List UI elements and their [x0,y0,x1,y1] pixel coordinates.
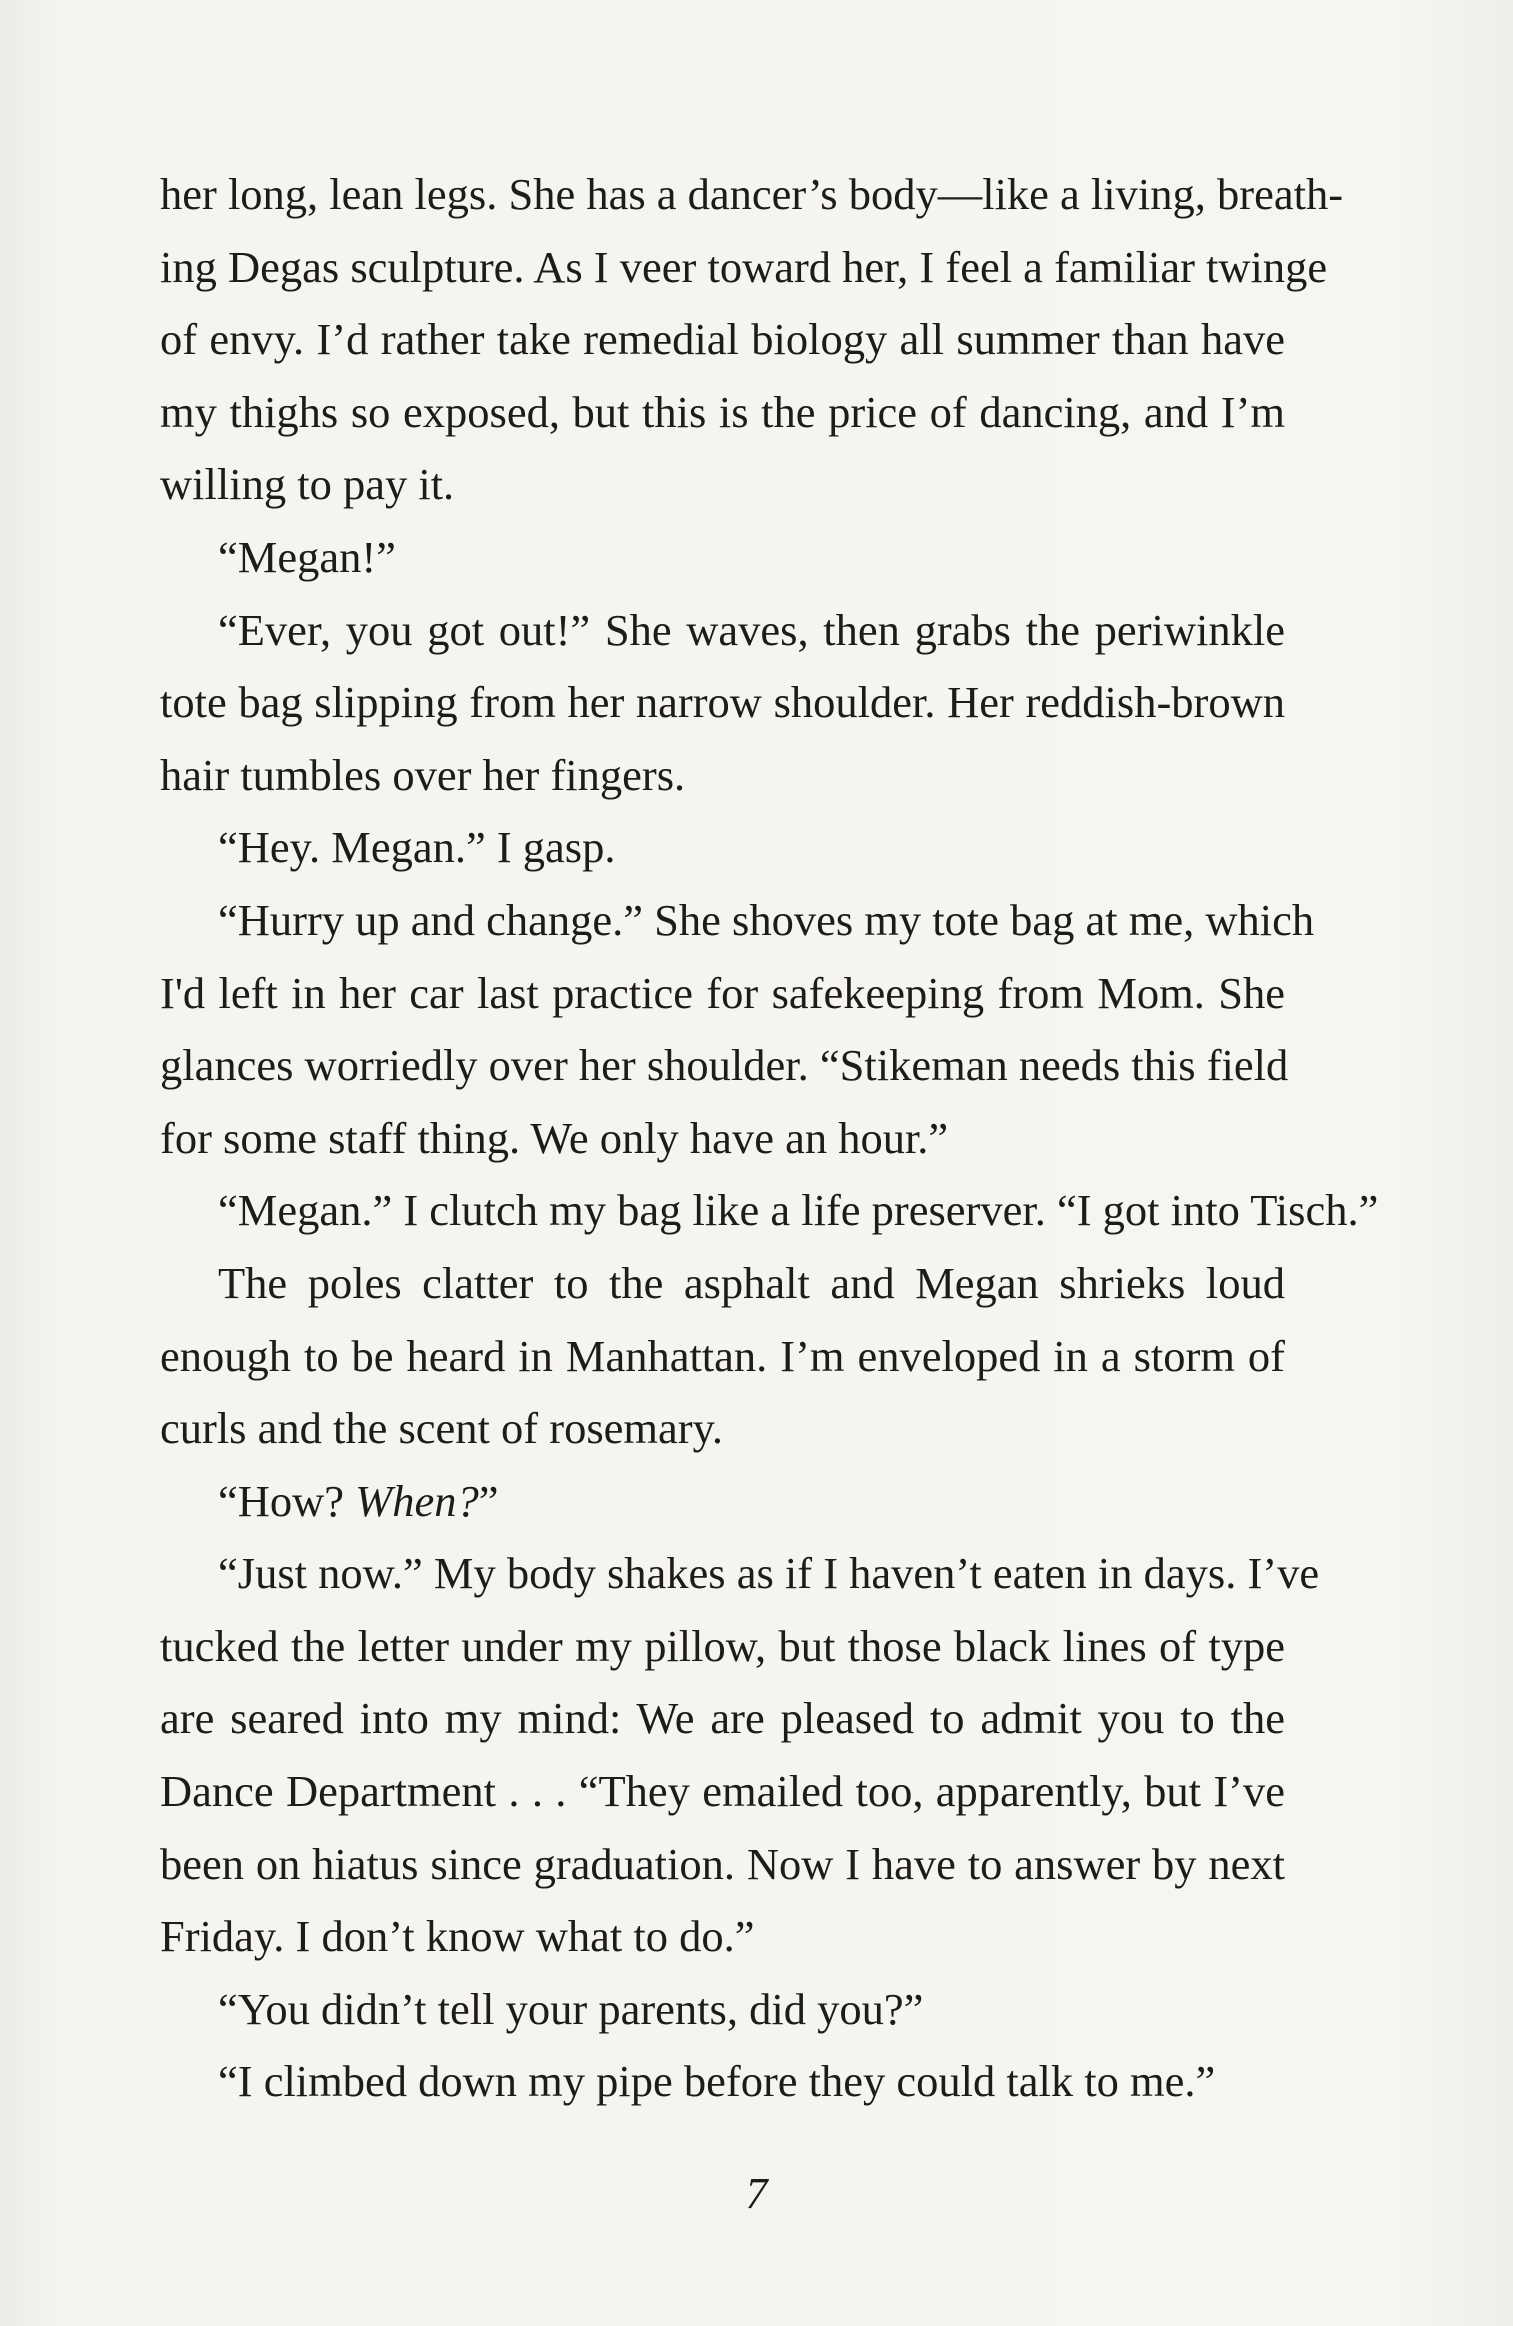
text-line: are seared into my mind: We are pleased to admit you to the [160,1693,1285,1744]
text-line: Dance Department . . . “They emailed too, apparently, but I’ve [160,1766,1285,1817]
text-segment: “How? [218,1475,356,1526]
dialogue-line: “I climbed down my pipe before they could talk to me.” [218,2056,1216,2107]
text-segment: ” [478,1475,499,1526]
text-line: curls and the scent of rosemary. [160,1403,724,1454]
text-line: her long, lean legs. She has a dancer’s body—like a living, breath- [160,169,1344,219]
text-line: of envy. I’d rather take remedial biology all summer than have [160,314,1285,365]
text-line: been on hiatus since graduation. Now I have to answer by next [160,1838,1285,1889]
text-line: my thighs so exposed, but this is the price of dancing, and I’m [160,386,1285,437]
body-text [160,158,1379,2118]
text-line: tote bag slipping from her narrow shoulder. Her reddish-brown [160,677,1285,728]
page-number: 7 [745,2169,768,2218]
dialogue-line: “Megan.” I clutch my bag like a life preserver. “I got into Tisch.” [218,1185,1379,1236]
text-line: ing Degas sculpture. As I veer toward her, I feel a familiar twinge [160,241,1328,292]
dialogue-line: “You didn’t tell your parents, did you?” [218,1983,924,2034]
text-line: The poles clatter to the asphalt and Megan shrieks loud [218,1257,1285,1308]
dialogue-line: “Hey. Megan.” I gasp. [218,822,616,873]
text-line: “Ever, you got out!” She waves, then grabs the periwinkle [218,604,1285,655]
text-line: I'd left in her car last practice for safekeeping from Mom. She [160,967,1285,1018]
italic-text: When? [355,1475,479,1526]
text-line: enough to be heard in Manhattan. I’m enveloped in a storm of [160,1330,1285,1381]
text-line: glances worriedly over her shoulder. “Stikeman needs this field [160,1040,1289,1091]
dialogue-line: “Megan!” [218,531,396,582]
text-line: willing to pay it. [160,459,455,510]
text-line: Friday. I don’t know what to do.” [160,1911,755,1962]
text-line: “Just now.” My body shakes as if I haven’t eaten in days. I’ve [218,1548,1320,1599]
text-line: for some staff thing. We only have an hour.” [160,1112,949,1163]
text-line: tucked the letter under my pillow, but those black lines of type [160,1620,1285,1671]
text-line: hair tumbles over her fingers. [160,749,686,800]
dialogue-line [160,1465,1285,1538]
text-line: “Hurry up and change.” She shoves my tote bag at me, which [218,894,1315,945]
